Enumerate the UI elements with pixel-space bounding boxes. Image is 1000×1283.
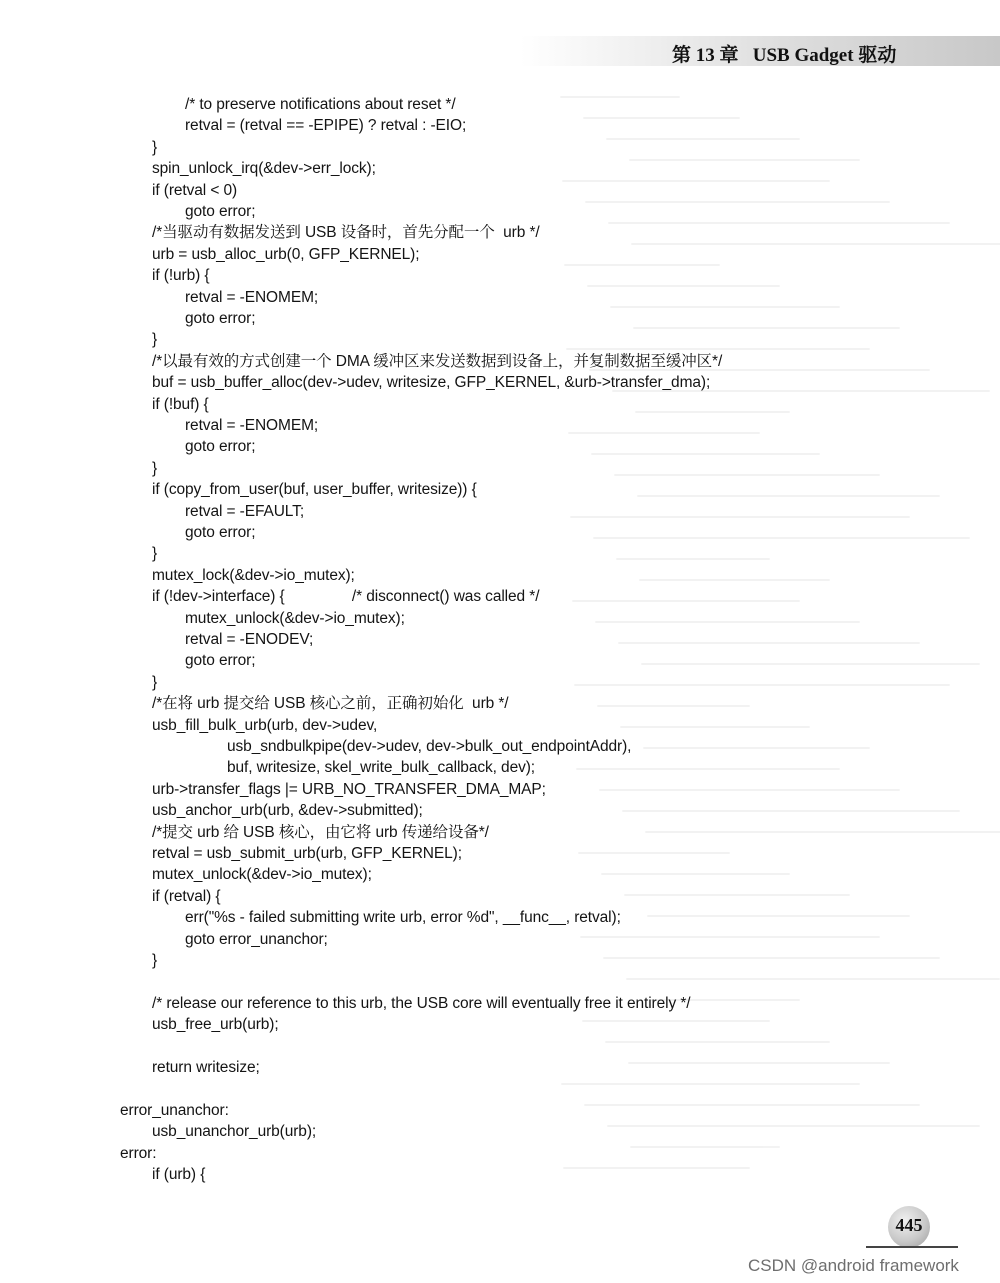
bleed-through-line — [628, 1062, 890, 1064]
code-line: usb_free_urb(urb); — [152, 1016, 279, 1034]
code-line: if (!buf) { — [152, 395, 209, 413]
bleed-through-line — [624, 894, 850, 896]
bleed-through-line — [618, 642, 920, 644]
bleed-through-line — [614, 474, 880, 476]
bleed-through-line — [643, 747, 870, 749]
code-line: if (!dev->interface) { /* disconnect() was called */ — [152, 588, 540, 606]
bleed-through-line — [574, 684, 950, 686]
bleed-through-line — [587, 285, 780, 287]
bleed-through-line — [580, 936, 880, 938]
code-line: usb_unanchor_urb(urb); — [152, 1123, 317, 1141]
code-line: retval = -ENOMEM; — [185, 417, 319, 434]
bleed-through-line — [622, 810, 960, 812]
page-number-badge — [884, 1204, 934, 1250]
code-line: mutex_unlock(&dev->io_mutex); — [152, 866, 372, 884]
code-line: /*提交 urb 给 USB 核心，由它将 urb 传递给设备*/ — [152, 823, 489, 841]
bleed-through-line — [583, 117, 740, 119]
code-line: retval = -EFAULT; — [185, 502, 305, 520]
bleed-through-line — [582, 1020, 770, 1022]
bleed-through-line — [608, 222, 950, 224]
bleed-through-line — [578, 852, 730, 854]
code-line: retval = -ENODEV; — [185, 631, 314, 648]
code-line: error: — [120, 1144, 157, 1162]
code-line: urb = usb_alloc_urb(0, GFP_KERNEL); — [152, 245, 420, 263]
code-line: } — [152, 459, 158, 477]
code-line: if (retval < 0) — [152, 181, 238, 199]
code-line: urb->transfer_flags |= URB_NO_TRANSFER_DMA_MAP; — [152, 780, 546, 798]
page-number: 445 — [895, 1215, 923, 1235]
code-line: } — [152, 331, 158, 349]
code-line: /*当驱动有数据发送到 USB 设备时，首先分配一个 urb */ — [152, 224, 540, 242]
code-line: goto error; — [185, 524, 256, 541]
code-line: /* to preserve notifications about reset */ — [185, 96, 456, 113]
code-line: mutex_lock(&dev->io_mutex); — [152, 566, 355, 584]
code-line: usb_anchor_urb(urb, &dev->submitted); — [152, 802, 423, 820]
bleed-through-line — [593, 537, 970, 539]
code-line: if (retval) { — [152, 887, 221, 905]
bleed-through-line — [599, 789, 900, 791]
bleed-through-line — [576, 768, 840, 770]
code-line: if (!urb) { — [152, 267, 210, 285]
bleed-through-line — [585, 201, 890, 203]
bleed-through-line — [626, 978, 1000, 980]
bleed-through-line — [629, 159, 860, 161]
code-line: if (copy_from_user(buf, user_buffer, writesize)) { — [152, 481, 477, 499]
bleed-through-line — [562, 180, 830, 182]
code-line: spin_unlock_irq(&dev->err_lock); — [152, 160, 376, 178]
code-line: goto error_unanchor; — [185, 930, 328, 948]
bleed-through-line — [572, 600, 800, 602]
code-line: buf, writesize, skel_write_bulk_callback, dev); — [227, 759, 536, 777]
bleed-through-line — [605, 1041, 830, 1043]
code-line: /*以最有效的方式创建一个 DMA 缓冲区来发送数据到设备上，并复制数据至缓冲区*/ — [152, 352, 723, 370]
bleed-through-line — [566, 348, 870, 350]
code-line: retval = usb_submit_urb(urb, GFP_KERNEL); — [152, 845, 462, 862]
code-line: retval = (retval == -EPIPE) ? retval : -EIO; — [185, 117, 467, 135]
bleed-through-line — [631, 243, 1000, 245]
bleed-through-line — [561, 1083, 860, 1085]
bleed-through-line — [570, 516, 910, 518]
code-line: error_unanchor: — [120, 1101, 229, 1119]
bleed-through-line — [560, 96, 680, 98]
code-line: goto error; — [185, 652, 256, 670]
watermark-text: CSDN @android framework — [748, 1256, 959, 1275]
code-line: if (urb) { — [152, 1166, 206, 1183]
code-line: } — [152, 952, 158, 969]
bleed-through-line — [563, 1167, 750, 1169]
code-line: /* release our reference to this urb, the USB core will eventually free it entirely */ — [152, 994, 691, 1012]
code-line: goto error; — [185, 438, 256, 456]
bleed-through-line — [606, 138, 800, 140]
bleed-through-line — [645, 831, 1000, 833]
bleed-through-line — [584, 1104, 920, 1106]
bleed-through-line — [639, 579, 830, 581]
chapter-header-title: 第 13 章 USB Gadget 驱动 — [672, 45, 897, 66]
code-line: return writesize; — [152, 1059, 260, 1076]
code-line: /*在将 urb 提交给 USB 核心之前，正确初始化 urb */ — [152, 695, 509, 713]
code-line: } — [152, 673, 158, 691]
code-line: } — [152, 138, 158, 156]
code-line: goto error; — [185, 203, 256, 220]
bleed-through-line — [591, 453, 820, 455]
bleed-through-line — [597, 705, 750, 707]
code-line: mutex_unlock(&dev->io_mutex); — [185, 609, 405, 627]
bleed-through-line — [637, 495, 940, 497]
bleed-through-line — [620, 726, 810, 728]
code-line: err("%s - failed submitting write urb, error %d", __func__, retval); — [185, 909, 621, 927]
bleed-through-line — [630, 1146, 780, 1148]
bleed-through-line — [568, 432, 760, 434]
code-line: buf = usb_buffer_alloc(dev->udev, writesize, GFP_KERNEL, &urb->transfer_dma); — [152, 374, 711, 392]
bleed-through-line — [595, 621, 860, 623]
page-number-underline — [866, 1246, 958, 1248]
bleed-through-line — [610, 306, 840, 308]
bleed-through-line — [635, 411, 790, 413]
bleed-through-line — [641, 663, 980, 665]
bleed-through-line — [616, 558, 770, 560]
code-line: usb_sndbulkpipe(dev->udev, dev->bulk_out_endpointAddr), — [227, 738, 632, 755]
bleed-through-line — [603, 957, 940, 959]
code-line: retval = -ENOMEM; — [185, 288, 319, 306]
code-line: } — [152, 545, 158, 563]
bleed-through-line — [601, 873, 790, 875]
bleed-through-line — [647, 915, 910, 917]
bleed-through-line — [607, 1125, 980, 1127]
bleed-through-line — [633, 327, 900, 329]
code-line: usb_fill_bulk_urb(urb, dev->udev, — [152, 716, 378, 734]
bleed-through-line — [564, 264, 720, 266]
bleed-through-shadow — [560, 96, 990, 1186]
code-line: goto error; — [185, 310, 256, 327]
